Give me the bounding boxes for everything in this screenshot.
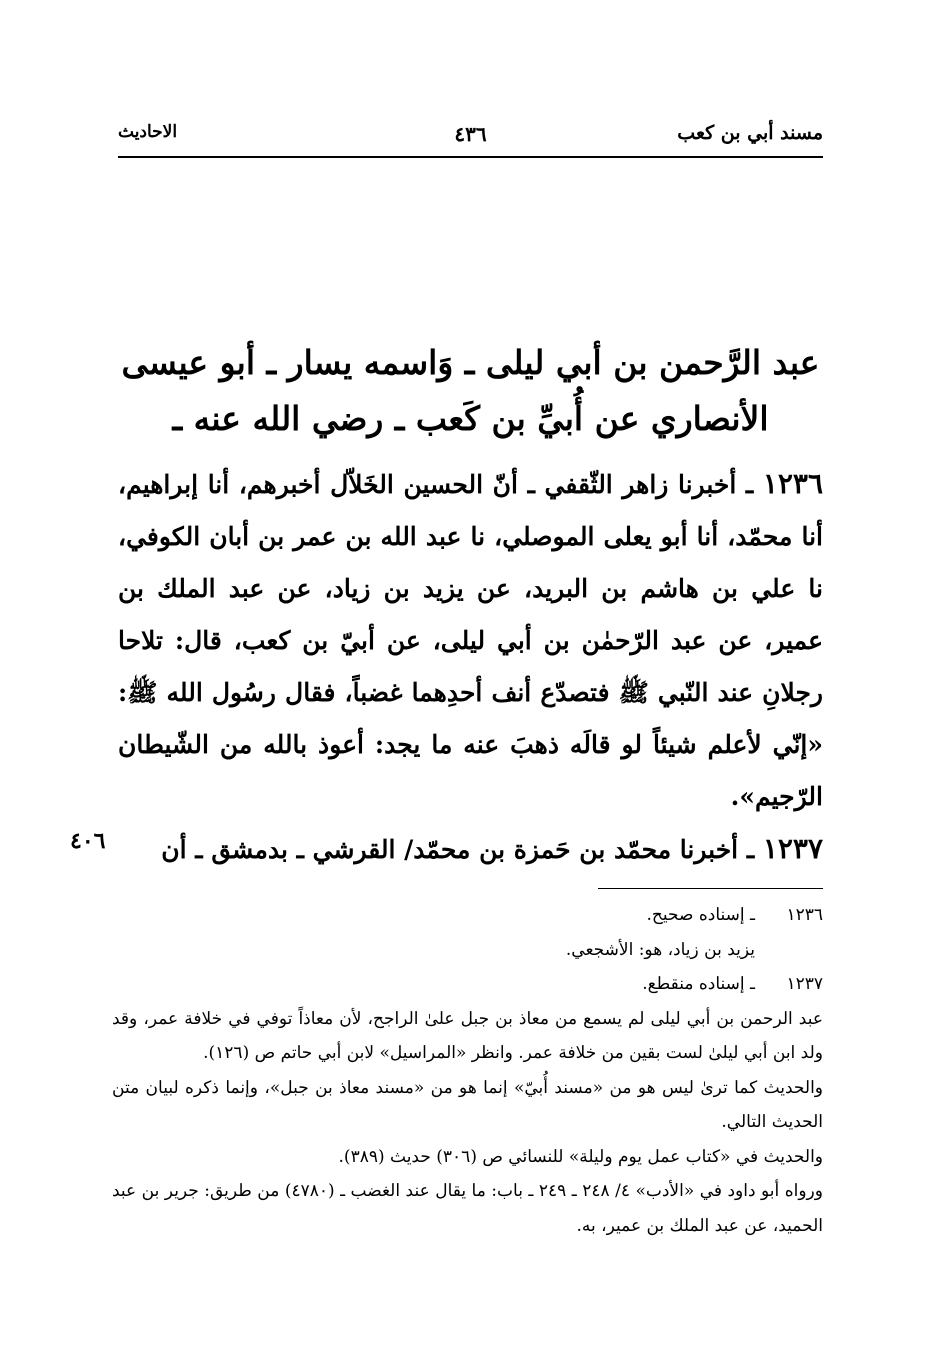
hadith-text: ـ أخبرنا زاهر الثّقفي ـ أنّ الحسين الخَلاّل أخبرهم، أنا إبراهيم، أنا محمّد، أنا أبو يعلى الموصلي، نا عبد الله بن عمر بن أبان الكوفي، نا علي بن هاشم بن البريد، عن يزيد بن زياد، عن عبد الملك بن عمير، عن عبد الرّحمٰن بن أبي ليلى، عن أبيّ بن كعب، قال: تلاحا رجلانِ عند النّبي ﷺ فتصدّع أنف أحدِهما غضباً، فقال رسُول الله ﷺ: «إنّي لأعلم شيئاً لو قالَه ذهبَ عنه ما يجد: أعوذ بالله من الشّيطان الرّجيم».: [118, 470, 823, 811]
footnote-rule: [598, 888, 823, 889]
chapter-title-line-2: الأنصاري عن أُبيِّ بن كَعب ـ رضي الله عنه ـ: [172, 399, 769, 438]
hadith-number: ١٢٣٧: [762, 832, 823, 865]
page-number: ٤٣٦: [454, 122, 487, 146]
hadith-1236: [118, 458, 823, 823]
margin-page-number: ٤٠٦: [70, 828, 106, 854]
footnote-1237-head: [112, 967, 823, 1002]
hadith-1237: [118, 823, 823, 876]
footnote-1236-body: يزيد بن زياد، هو: الأشجعي.: [565, 939, 755, 960]
header-rule: [118, 156, 823, 158]
section-title: الاحاديث: [118, 122, 178, 142]
page-header: [118, 118, 823, 158]
footnotes: [112, 898, 823, 1243]
footnote-text: ـ إسناده منقطع.: [642, 974, 755, 994]
book-title: مسند أبي بن كعب: [677, 122, 823, 144]
footnote-1237-para-2: والحديث كما ترىٰ ليس هو من «مسند أُبيّ» إنما هو من «مسند معاذ بن جبل»، وإنما ذكره لبيان متن الحديث التالي.: [112, 1077, 823, 1132]
hadith-number: ١٢٣٦: [762, 467, 823, 500]
chapter-title-line-1: عبد الرَّحمن بن أبي ليلى ـ وَاسمه يسار ـ أبو عيسى: [121, 343, 820, 382]
chapter-title: [118, 335, 823, 447]
main-text: [118, 458, 823, 876]
hadith-text: ـ أخبرنا محمّد بن حَمزة بن محمّد/ القرشي ـ بدمشق ـ أن: [161, 835, 763, 864]
footnote-1237-para-4: ورواه أبو داود في «الأدب» ٤/ ٢٤٨ ـ ٢٤٩ ـ باب: ما يقال عند الغضب ـ (٤٧٨٠) من طريق: جرير بن عبد الحميد، عن عبد الملك بن عمير، به.: [112, 1181, 823, 1236]
footnote-1236-head: [112, 898, 823, 933]
footnote-number: ١٢٣٦: [786, 905, 823, 925]
footnote-1237-para-3: والحديث في «كتاب عمل يوم وليلة» للنسائي ص (٣٠٦) حديث (٣٨٩).: [338, 1146, 823, 1167]
footnote-number: ١٢٣٧: [786, 974, 823, 994]
footnote-1237-para-1: عبد الرحمن بن أبي ليلى لم يسمع من معاذ بن جبل علىٰ الراجح، لأن معاذاً توفي في خلافة عمر، وقد ولد ابن أبي ليلىٰ لست بقين من خلافة عمر. وانظر «المراسيل» لابن أبي حاتم ص (١٢٦).: [112, 1008, 823, 1063]
footnote-text: ـ إسناده صحيح.: [646, 905, 755, 925]
